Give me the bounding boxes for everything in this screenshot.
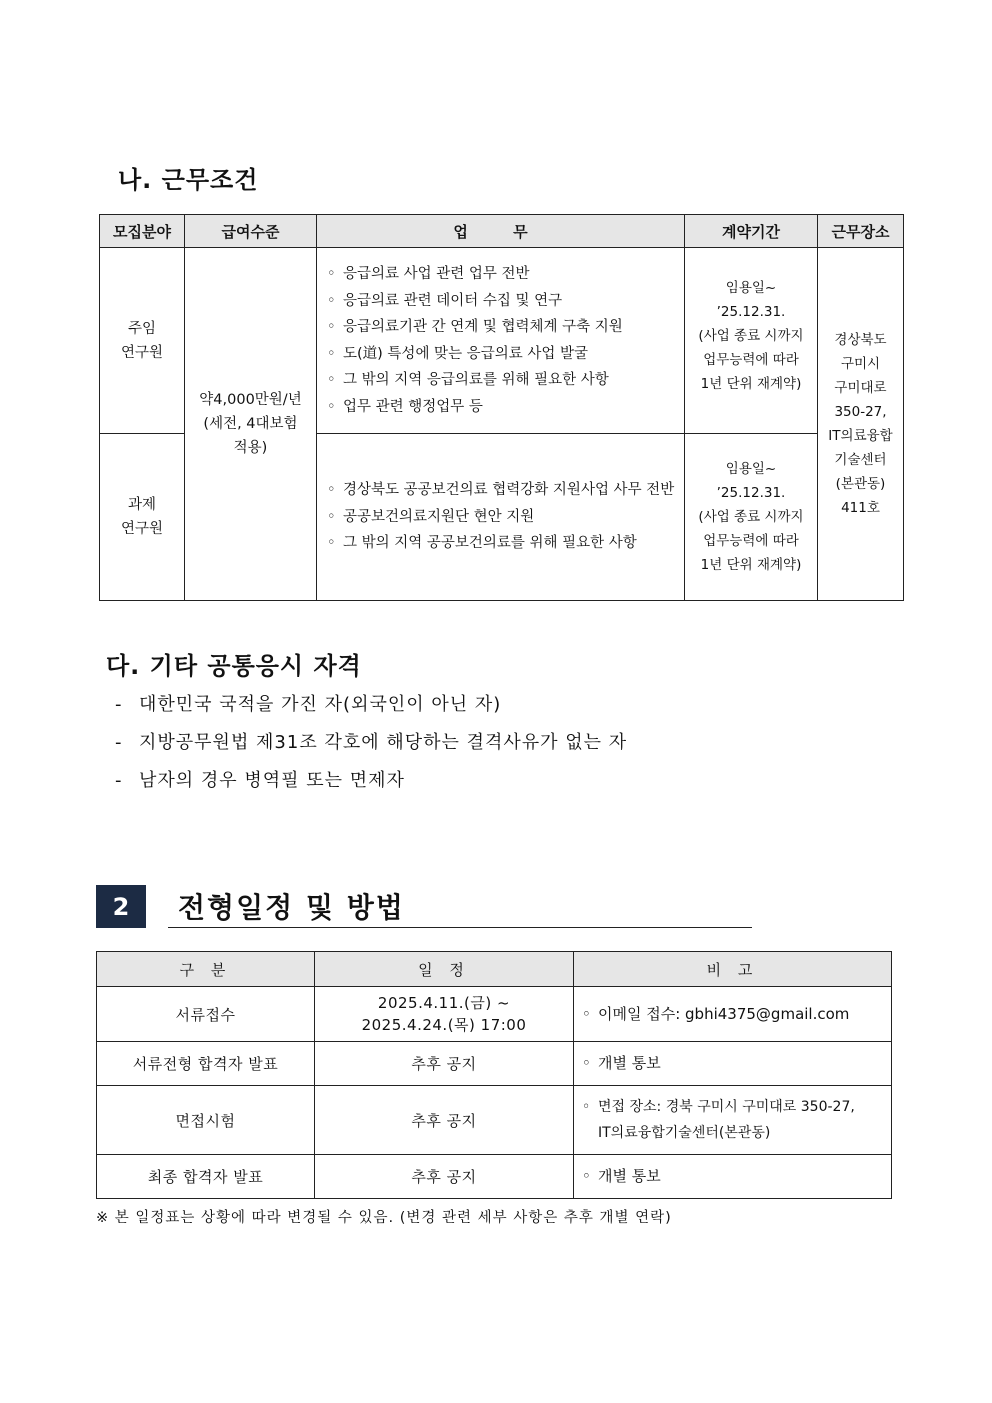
note-cell: [574, 1155, 892, 1199]
contract-line: 1년 단위 재계약): [700, 376, 802, 392]
section-number-badge: 2: [96, 885, 146, 928]
contract-cell: [685, 248, 818, 434]
list-item: ◦ 응급의료기관 간 연계 및 협력체계 구축 지원: [327, 314, 676, 341]
contract-cell: [685, 434, 818, 601]
category-cell: 서류전형 합격자 발표: [97, 1042, 315, 1086]
place-line: 350-27,: [834, 404, 887, 420]
bullet: ◦: [327, 345, 336, 362]
schedule-cell: 추후 공지: [315, 1155, 574, 1199]
table-row: [97, 1042, 892, 1086]
schedule-cell: [315, 987, 574, 1042]
bullet: ◦: [327, 535, 336, 552]
header-duty: 업 무: [317, 215, 685, 248]
note-cell: [574, 1086, 892, 1155]
list-item: ◦ 도(道) 특성에 맞는 응급의료 사업 발굴: [327, 341, 676, 368]
contract-line: ’25.12.31.: [716, 485, 786, 501]
bullet: ◦: [327, 482, 336, 499]
field-cell: [100, 248, 185, 434]
header-note: 비 고: [574, 952, 892, 987]
bullet: ◦: [582, 1167, 591, 1186]
section-da-title: 다. 기타 공통응시 자격: [106, 652, 362, 680]
duty-cell: [317, 434, 685, 601]
table-row: [97, 1086, 892, 1155]
list-item: ◦ 그 밖의 지역 공공보건의료를 위해 필요한 사항: [327, 530, 676, 557]
bullet: ◦: [327, 319, 336, 335]
bullet: ◦: [327, 266, 336, 282]
bullet: ◦: [582, 1054, 591, 1073]
bullet: ◦: [582, 1098, 591, 1115]
bullet: ◦: [327, 508, 336, 525]
list-item: ◦ 응급의료 관련 데이터 수집 및 연구: [327, 288, 676, 315]
list-item: ◦ 응급의료 사업 관련 업무 전반: [327, 261, 676, 288]
place-line: (본관동): [835, 476, 886, 492]
footnote: ※ 본 일정표는 상황에 따라 변경될 수 있음. (변경 관련 세부 사항은 추후 개별 연락): [96, 1210, 672, 1226]
dash: -: [115, 732, 123, 753]
header-place: 근무장소: [818, 215, 904, 248]
section-na-title: 나. 근무조건: [118, 166, 259, 194]
category-cell: 서류접수: [97, 987, 315, 1042]
schedule-line: 2025.4.24.(목) 17:00: [361, 1016, 527, 1034]
bullet: ◦: [327, 372, 336, 388]
table-row: [97, 1155, 892, 1199]
schedule-table: [96, 951, 892, 1199]
contract-line: 임용일~: [725, 461, 777, 477]
bullet: ◦: [327, 292, 336, 309]
duty-cell: [317, 248, 685, 434]
bullet: ◦: [582, 1004, 591, 1023]
list-item: ◦ 개별 통보: [582, 1163, 891, 1190]
list-item: - 남자의 경우 병역필 또는 면제자: [115, 770, 405, 791]
contract-line: 1년 단위 재계약): [700, 557, 802, 573]
place-line: IT의료융합: [828, 428, 893, 444]
salary-line: 적용): [233, 440, 268, 456]
title-underline: [168, 927, 752, 928]
note-cell: [574, 1042, 892, 1086]
contract-line: 업무능력에 따라: [703, 352, 799, 368]
salary-line: (세전, 4대보험: [203, 416, 298, 432]
field-line: 과제: [127, 497, 156, 513]
place-line: 경상북도: [834, 332, 887, 348]
contract-line: 업무능력에 따라: [703, 533, 799, 549]
field-line: 주임: [127, 320, 156, 337]
list-item: ◦ 공공보건의료지원단 현안 지원: [327, 504, 676, 531]
note-cell: [574, 987, 892, 1042]
field-line: 연구원: [120, 344, 164, 361]
contract-line: (사업 종료 시까지: [698, 509, 804, 525]
salary-line: 약4,000만원/년: [199, 392, 302, 408]
list-item: - 지방공무원법 제31조 각호에 해당하는 결격사유가 없는 자: [115, 732, 628, 753]
dash: -: [115, 694, 123, 715]
table-header-row: [100, 215, 904, 248]
field-line: 연구원: [120, 521, 164, 537]
place-line: 411호: [841, 500, 880, 516]
work-conditions-table: [99, 214, 904, 601]
list-item: - 대한민국 국적을 가진 자(외국인이 아닌 자): [115, 694, 502, 715]
salary-cell: [185, 248, 317, 601]
header-field: 모집분야: [100, 215, 185, 248]
schedule-line: 2025.4.11.(금) ~: [377, 994, 511, 1012]
table-row: [97, 987, 892, 1042]
category-cell: 최종 합격자 발표: [97, 1155, 315, 1199]
place-cell: [818, 248, 904, 601]
list-item: ◦ 경상북도 공공보건의료 협력강화 지원사업 사무 전반: [327, 477, 676, 504]
place-line: 기술센터: [834, 452, 887, 468]
header-salary: 급여수준: [185, 215, 317, 248]
place-line: 구미시: [840, 356, 881, 372]
list-item: ◦ 면접 장소: 경북 구미시 구미대로 350-27, IT의료융합기술센터(본관동): [582, 1094, 891, 1147]
contract-line: 임용일~: [725, 280, 777, 296]
list-item: ◦ 업무 관련 행정업무 등: [327, 394, 676, 421]
table-header-row: [97, 952, 892, 987]
section-2-title: 전형일정 및 방법: [178, 891, 405, 924]
list-item: ◦ 이메일 접수: gbhi4375@gmail.com: [582, 1001, 891, 1028]
dash: -: [115, 770, 123, 791]
header-category: 구 분: [97, 952, 315, 987]
place-line: 구미대로: [834, 380, 887, 396]
schedule-cell: 추후 공지: [315, 1042, 574, 1086]
contract-line: ’25.12.31.: [716, 304, 786, 320]
table-row: [100, 248, 904, 434]
field-cell: [100, 434, 185, 601]
header-contract: 계약기간: [685, 215, 818, 248]
list-item: ◦ 개별 통보: [582, 1050, 891, 1077]
header-schedule: 일 정: [315, 952, 574, 987]
contract-line: (사업 종료 시까지: [698, 328, 804, 344]
list-item: ◦ 그 밖의 지역 응급의료를 위해 필요한 사항: [327, 367, 676, 394]
bullet: ◦: [327, 398, 336, 415]
category-cell: 면접시험: [97, 1086, 315, 1155]
schedule-cell: 추후 공지: [315, 1086, 574, 1155]
